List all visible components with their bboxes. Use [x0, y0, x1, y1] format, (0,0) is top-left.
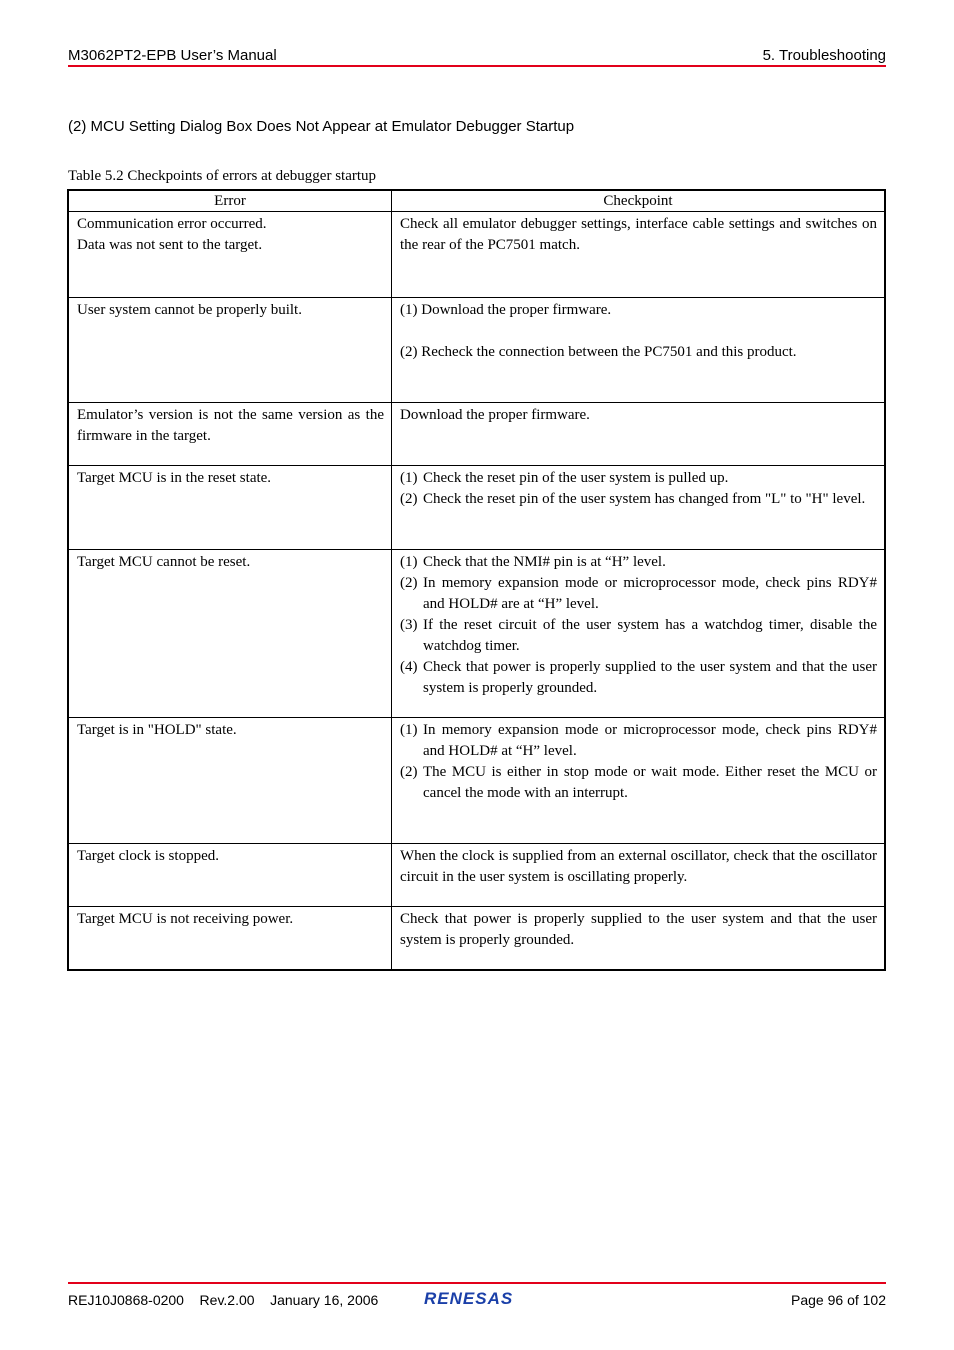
- error-cell: [68, 718, 392, 844]
- checkpoints-table: [67, 189, 886, 971]
- table-row: [68, 844, 885, 907]
- revision: Rev.2.00: [199, 1292, 255, 1308]
- chapter-title: 5. Troubleshooting: [762, 47, 886, 64]
- checkpoint-cell: [392, 212, 886, 298]
- checkpoint-cell: [392, 718, 886, 844]
- item-number: (2): [400, 575, 418, 591]
- checkpoint-item: [400, 552, 877, 573]
- checkpoint-cell: [392, 907, 886, 970]
- item-number: (1): [400, 554, 418, 570]
- error-text: Target MCU is not receiving power.: [77, 911, 294, 927]
- error-cell: [68, 550, 392, 718]
- page-footer: [68, 1282, 886, 1308]
- error-text: Target is in "HOLD" state.: [77, 722, 237, 738]
- item-text: In memory expansion mode or microprocessor mode, check pins RDY# and HOLD# are at “H” level.: [423, 575, 877, 612]
- table-row: [68, 718, 885, 844]
- error-text: Target MCU is in the reset state.: [77, 470, 272, 486]
- error-text: Target clock is stopped.: [77, 848, 219, 864]
- error-cell: [68, 907, 392, 970]
- checkpoint-text: Download the proper firmware.: [400, 407, 590, 423]
- table-row: [68, 298, 885, 403]
- item-text: Check the reset pin of the user system has changed from "L" to "H" level.: [423, 491, 866, 507]
- table-row: [68, 212, 885, 298]
- item-number: (4): [400, 659, 418, 675]
- section-title: (2) MCU Setting Dialog Box Does Not Appear at Emulator Debugger Startup: [68, 118, 575, 135]
- error-text: User system cannot be properly built.: [77, 302, 302, 318]
- checkpoint-item: [400, 762, 877, 804]
- table-row: [68, 907, 885, 970]
- item-text: If the reset circuit of the user system has a watchdog timer, disable the watchdog timer.: [423, 617, 877, 654]
- error-cell: [68, 844, 392, 907]
- checkpoint-item: [400, 468, 877, 489]
- renesas-logo: [422, 1289, 534, 1310]
- checkpoint-item: [400, 720, 877, 762]
- table-row: [68, 550, 885, 718]
- error-text: Data was not sent to the target.: [77, 237, 263, 253]
- manual-title: M3062PT2-EPB User’s Manual: [68, 47, 277, 64]
- checkpoint-text: Check that power is properly supplied to the user system and that the user system is properly grounded.: [400, 911, 877, 948]
- item-number: (1): [400, 722, 418, 738]
- checkpoint-text: Check all emulator debugger settings, interface cable settings and switches on the rear of the PC7501 match.: [400, 216, 877, 253]
- error-text: Communication error occurred.: [77, 216, 267, 232]
- checkpoint-item: [400, 657, 877, 699]
- checkpoint-text: (2) Recheck the connection between the PC7501 and this product.: [400, 344, 797, 360]
- item-number: (2): [400, 491, 418, 507]
- logo-wordmark: RENESAS: [424, 1289, 514, 1307]
- column-header-error: Error: [68, 190, 392, 212]
- error-cell: [68, 466, 392, 550]
- checkpoint-cell: [392, 844, 886, 907]
- page-number: Page 96 of 102: [791, 1292, 886, 1308]
- item-text: Check the reset pin of the user system is pulled up.: [423, 470, 729, 486]
- checkpoint-cell: [392, 403, 886, 466]
- error-text: Target MCU cannot be reset.: [77, 554, 251, 570]
- error-cell: [68, 298, 392, 403]
- table-row: [68, 466, 885, 550]
- checkpoint-cell: [392, 550, 886, 718]
- column-header-checkpoint: Checkpoint: [392, 190, 886, 212]
- item-number: (2): [400, 764, 418, 780]
- item-text: The MCU is either in stop mode or wait mode. Either reset the MCU or cancel the mode with an interrupt.: [423, 764, 877, 801]
- error-cell: [68, 212, 392, 298]
- checkpoint-cell: [392, 298, 886, 403]
- item-number: (1): [400, 470, 418, 486]
- table-header-row: [68, 190, 885, 212]
- item-text: Check that the NMI# pin is at “H” level.: [423, 554, 666, 570]
- checkpoint-item: [400, 615, 877, 657]
- release-date: January 16, 2006: [270, 1292, 379, 1308]
- document-number: REJ10J0868-0200: [68, 1292, 184, 1308]
- checkpoint-item: [400, 573, 877, 615]
- error-text: Emulator’s version is not the same version as the firmware in the target.: [77, 407, 384, 444]
- item-number: (3): [400, 617, 418, 633]
- checkpoint-text: (1) Download the proper firmware.: [400, 302, 612, 318]
- table-row: [68, 403, 885, 466]
- renesas-logo-mark: [422, 1289, 534, 1307]
- item-text: Check that power is properly supplied to the user system and that the user system is properly grounded.: [423, 659, 877, 696]
- checkpoint-text: When the clock is supplied from an external oscillator, check that the oscillator circuit in the user system is oscillating properly.: [400, 848, 877, 885]
- checkpoint-cell: [392, 466, 886, 550]
- document-info: [68, 1292, 378, 1308]
- page-header: [68, 47, 886, 67]
- checkpoint-item: [400, 489, 877, 510]
- error-cell: [68, 403, 392, 466]
- table-caption: Table 5.2 Checkpoints of errors at debugger startup: [68, 168, 377, 184]
- item-text: In memory expansion mode or microprocessor mode, check pins RDY# and HOLD# at “H” level.: [423, 722, 877, 759]
